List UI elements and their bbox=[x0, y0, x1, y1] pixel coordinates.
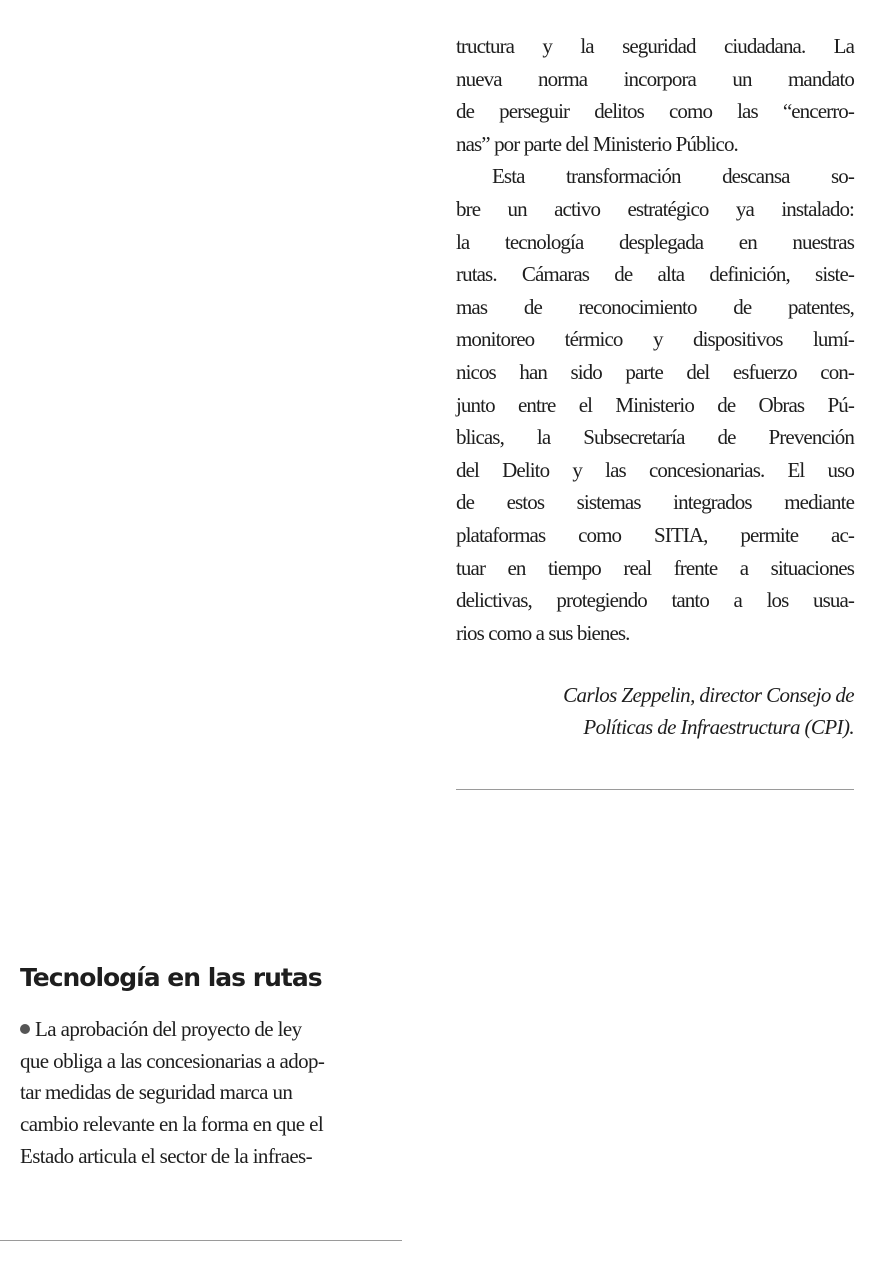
sidebar-box bbox=[20, 958, 402, 1173]
article-line: del Delito y las concesionarias. El uso bbox=[456, 457, 854, 482]
article-line: tuar en tiempo real frente a situaciones bbox=[456, 555, 854, 580]
article-line: monitoreo térmico y dispositivos lumí- bbox=[456, 327, 854, 352]
article-line: nas” por parte del Ministerio Público. bbox=[456, 131, 738, 156]
article-line: plataformas como SITIA, permite ac- bbox=[456, 522, 854, 547]
box-line: tar medidas de seguridad marca un bbox=[20, 1080, 293, 1105]
bullet-icon bbox=[20, 1024, 30, 1034]
article-line: delictivas, protegiendo tanto a los usua- bbox=[456, 588, 854, 613]
signature-line-1: Carlos Zeppelin, director Consejo de bbox=[563, 683, 854, 708]
box-line: Estado articula el sector de la infraes- bbox=[20, 1143, 313, 1168]
article-line: bre un activo estratégico ya instalado: bbox=[456, 196, 854, 221]
article-line: rutas. Cámaras de alta definición, siste- bbox=[456, 262, 854, 287]
article-line: rios como a sus bienes. bbox=[456, 620, 630, 645]
article-line: la tecnología desplegada en nuestras bbox=[456, 229, 854, 254]
article-line: de perseguir delitos como las “encerro- bbox=[456, 99, 854, 124]
author-signature bbox=[456, 679, 854, 743]
article-line: mas de reconocimiento de patentes, bbox=[456, 294, 854, 319]
box-title: Tecnología en las rutas bbox=[20, 963, 322, 992]
article-line: nueva norma incorpora un mandato bbox=[456, 66, 854, 91]
box-line: cambio relevante en la forma en que el bbox=[20, 1112, 324, 1137]
article-line: Esta transformación descansa so- bbox=[492, 164, 854, 189]
article-line: de estos sistemas integrados mediante bbox=[456, 490, 854, 515]
column-divider-rule bbox=[456, 789, 854, 790]
article-line: blicas, la Subsecretaría de Prevención bbox=[456, 425, 854, 450]
article-line: junto entre el Ministerio de Obras Pú- bbox=[456, 392, 854, 417]
article-column bbox=[456, 30, 854, 743]
box-line bbox=[20, 1014, 402, 1046]
box-bottom-rule bbox=[0, 1240, 402, 1241]
signature-line-2: Políticas de Infraestructura (CPI). bbox=[583, 715, 854, 740]
article-line: tructura y la seguridad ciudadana. La bbox=[456, 34, 854, 58]
article-line: nicos han sido parte del esfuerzo con- bbox=[456, 359, 854, 384]
box-body bbox=[20, 1014, 402, 1173]
box-line-text: La aprobación del proyecto de ley bbox=[35, 1017, 302, 1041]
box-line: que obliga a las concesionarias a adop- bbox=[20, 1048, 325, 1073]
